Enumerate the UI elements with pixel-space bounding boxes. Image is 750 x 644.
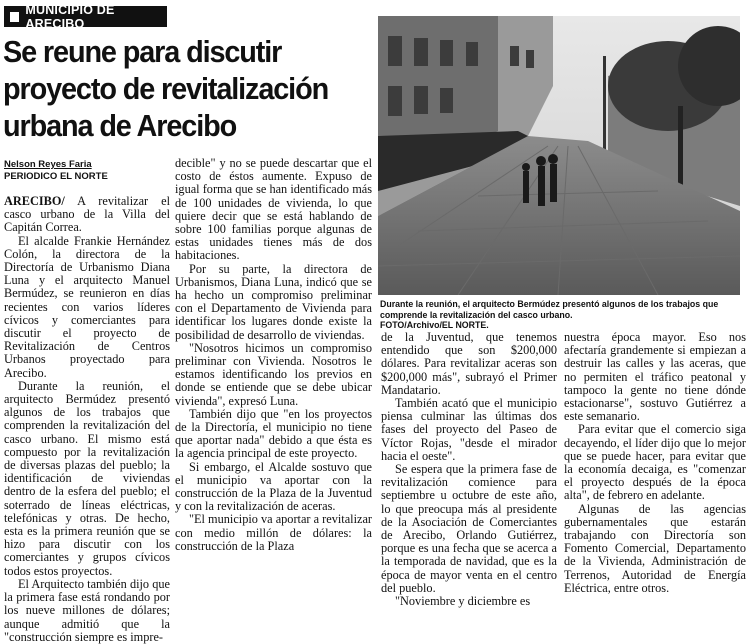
paragraph: Se espera que la primera fase de revitalización comience para septiembre u octubre de este año, lo que preocupa más al presidente de la Asociación de Comerciantes de Arecibo, Orlando Gutiérrez, porque es una fecha que se acerca a la temporada de navidad, que es la época de mayor venta en el centro del pueblo. bbox=[381, 462, 557, 595]
byline bbox=[4, 159, 108, 183]
square-bullet-icon bbox=[10, 12, 19, 22]
paragraph: "Nosotros hicimos un compromiso preliminar con Vivienda. Nosotros le estamos identificando los previos en donde se entiende que se debe ubicar vivienda", expresó Luna. bbox=[175, 340, 372, 408]
paragraph: El alcalde Frankie Hernández Colón, la directora de la Directoría de Urbanismo Diana Luna y el arquitecto Manuel Bermúdez, se reunieron en días recientes con varios líderes cívicos y comerciantes para discutir el proyecto de Revitalización de Centros Urbanos proyectado para Arecibo. bbox=[4, 233, 170, 380]
photo-caption bbox=[380, 299, 744, 331]
paragraph: También dijo que "en los proyectos de la Directoría, el municipio no tiene que aportar nada" debido a que ésta es la agencia principal de este proyecto. bbox=[175, 406, 372, 461]
byline-outlet: PERIODICO EL NORTE bbox=[4, 171, 108, 182]
paragraph-text: A revitalizar el casco urbano de la Villa del Capitán Correa. bbox=[4, 194, 170, 235]
street-scene-image bbox=[378, 16, 740, 295]
dateline: ARECIBO/ bbox=[4, 194, 65, 208]
article-column-3 bbox=[381, 331, 557, 608]
paragraph: nuestra época mayor. Eso nos afectaría grandemente si empiezan a destruir las calles y las aceras, que no permiten el tráfico peatonal y tampoco la gente no tiene dónde estacionarse", sostuvo Gutiérrez a este semanario. bbox=[564, 330, 746, 424]
article-column-1 bbox=[4, 195, 170, 644]
headline: Se reune para discutir proyecto de revitalización urbana de Arecibo bbox=[3, 34, 329, 143]
paragraph: Durante la reunión, el arquitecto Bermúdez presentó algunos de los trabajos que comprenden la revitalización del casco urbano. El mismo está compuesto por la revitalización de diversas plazas del pueblo; la identificación de viviendas dentro de la esfera del pueblo; el soterrado de líneas eléctricas, telefónicas y otras. De hecho, esta es la primera reunión que se hizo para discutir con los comerciantes y grupos cívicos todos estos proyectos. bbox=[4, 378, 170, 578]
paragraph: El Arquitecto también dijo que la primera fase está rondando por los nueve millones de dólares; aunque admitió que la "construcción siempre es impre- bbox=[4, 576, 170, 644]
byline-author: Nelson Reyes Faria bbox=[4, 159, 92, 170]
paragraph: Por su parte, la directora de Urbanismos, Diana Luna, indicó que se ha hecho un compromiso preliminar con el Departamento de Vivienda para identificar los lugares donde existe la posibilidad de desarrollo de viviendas. bbox=[175, 261, 372, 342]
article-column-2 bbox=[175, 157, 372, 553]
paragraph: decible" y no se puede descartar que el costo de éstos aumente. Expuso de igual forma que se han identificado más de 100 unidades de vivienda, lo que quiere decir que se está hablando de sobre 100 familias porque algunas de estas unidades tienes más de dos habitaciones. bbox=[175, 156, 372, 263]
paragraph: También acató que el municipio piensa culminar las últimas dos fases del proyecto del Paseo de Víctor Rojas, "desde el mirador hacia el oeste". bbox=[381, 396, 557, 463]
paragraph: "Noviembre y diciembre es bbox=[395, 594, 531, 609]
caption-text: Durante la reunión, el arquitecto Bermúdez presentó algunos de los trabajos que comprende la revitalización del casco urbano. bbox=[380, 299, 719, 320]
section-label: MUNICIPIO DE ARECIBO bbox=[25, 2, 115, 31]
paragraph: Algunas de las agencias gubernamentales que estarán trabajando con Directoría son Fomento Comercial, Departamento de la Vivienda, Administración de Terrenos, Autoridad de Energía Eléctrica, entre otros. bbox=[564, 501, 746, 595]
section-banner bbox=[4, 2, 167, 31]
article-column-4 bbox=[564, 331, 746, 595]
street-photo bbox=[378, 16, 740, 295]
paragraph: Si embargo, el Alcalde sostuvo que el municipio va aportar con la construcción de la Plaza de la Juventud y con la revitalización de aceras. bbox=[175, 459, 372, 514]
paragraph: Para evitar que el comercio siga decayendo, el líder dijo que lo mejor que se puede hacer, para evitar que la economía decaiga, es "comenzar el proyecto después de la época alta", de febrero en adelante. bbox=[564, 422, 746, 503]
lead-paragraph bbox=[4, 195, 170, 235]
paragraph: "El municipio va aportar a revitalizar con medio millón de dólares: la construcción de la Plaza bbox=[175, 512, 372, 553]
photo-credit: FOTO/Archivo/EL NORTE. bbox=[380, 320, 489, 330]
paragraph: de la Juventud, que tenemos entendido que son $200,000 dólares. Para revitalizar aceras son $200,000 más", subrayó el Primer Mandatario. bbox=[381, 330, 557, 397]
